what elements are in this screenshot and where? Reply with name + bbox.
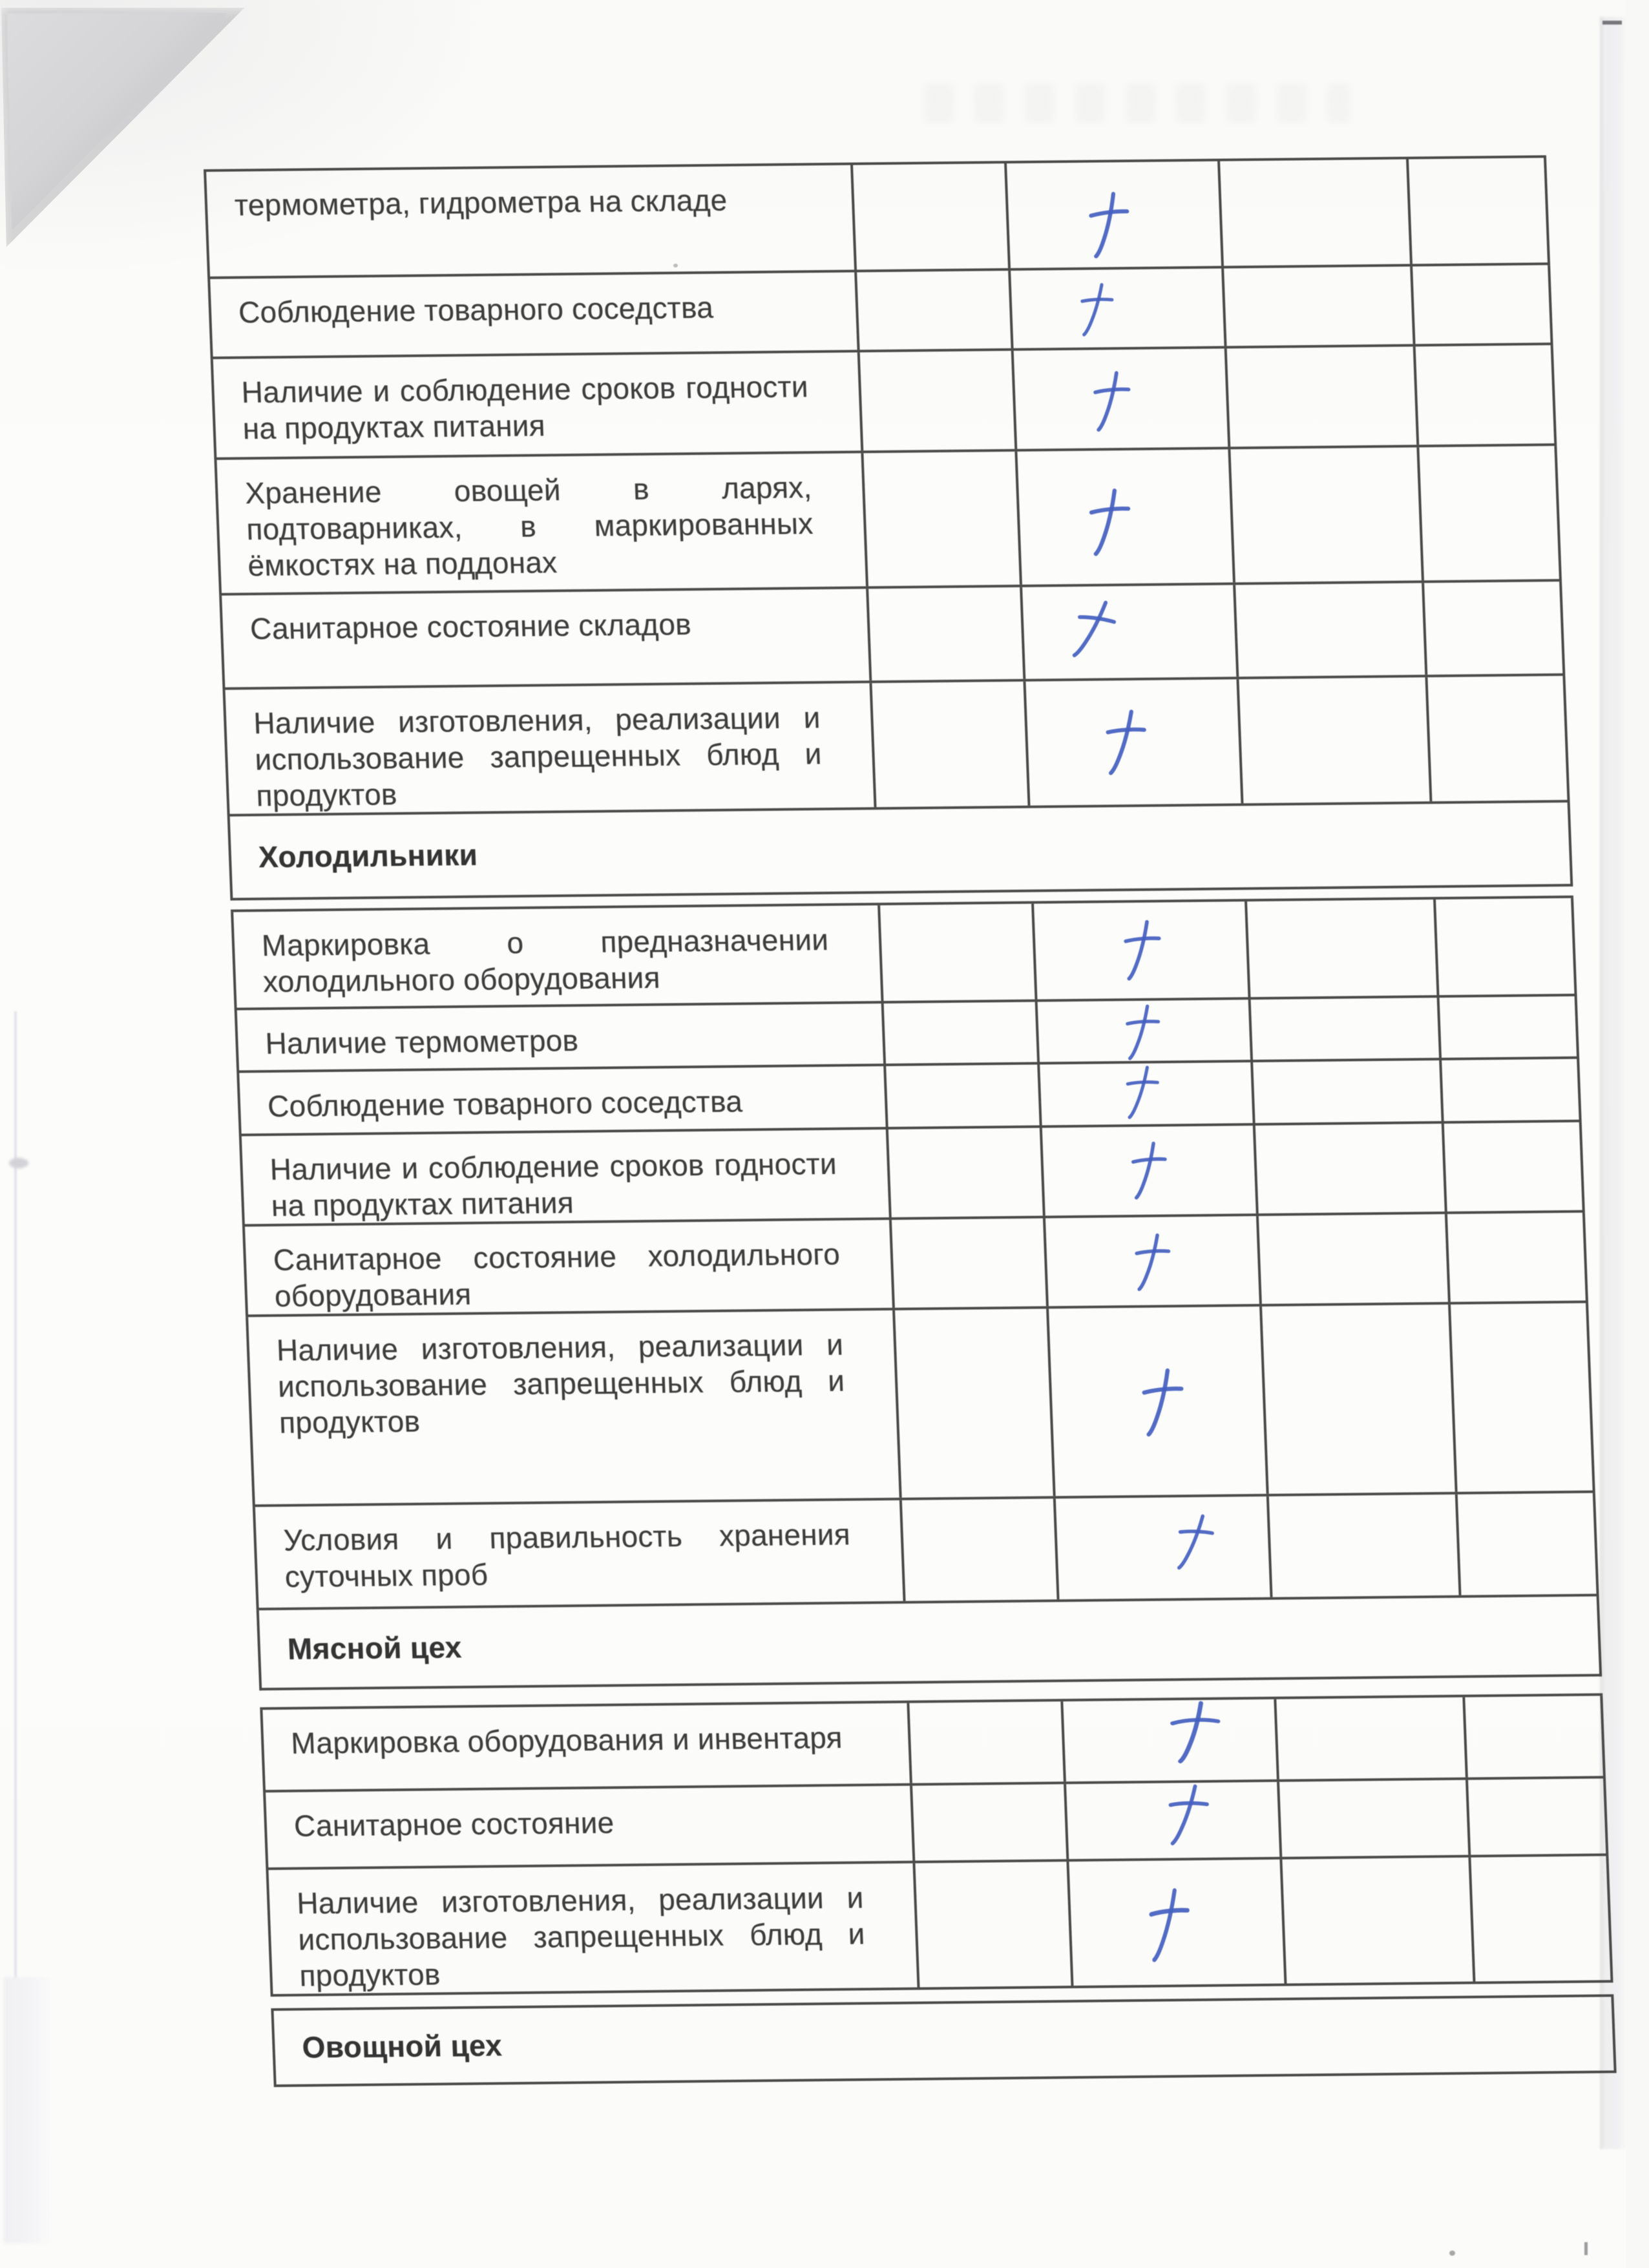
handwritten-plus-icon: [1062, 591, 1125, 669]
empty-cell: [892, 1308, 1053, 1497]
checkmark-cell: [1043, 1216, 1259, 1306]
handwritten-plus-icon: [1165, 1696, 1224, 1769]
handwritten-plus-icon: [1097, 704, 1152, 780]
checkmark-cell: [1064, 1782, 1279, 1859]
empty-cell: [1416, 446, 1557, 580]
empty-cell: [1465, 1778, 1603, 1854]
handwritten-plus-icon: [1127, 1229, 1175, 1296]
table-row: [231, 898, 1577, 1011]
handwritten-plus-icon: [1140, 1884, 1195, 1967]
table-row: [211, 345, 1557, 460]
checkmark-cell: [1053, 1496, 1270, 1599]
empty-cell: [861, 452, 1020, 586]
table-row: [223, 676, 1570, 817]
handwritten-plus-icon: [1082, 188, 1133, 262]
empty-cell: [910, 1784, 1066, 1860]
table-section-refrigerators: [231, 896, 1599, 1610]
row-label: Наличие изготовления, реализации и использование запрещенных блюд и продуктов: [253, 700, 823, 813]
checkmark-cell: [1014, 449, 1233, 584]
empty-cell: [877, 904, 1035, 1001]
checkmark-cell: [1035, 1000, 1250, 1062]
empty-cell: [1236, 677, 1429, 803]
checkmark-cell: [1008, 269, 1224, 348]
bottom-left-shadow-strip-artifact: [4, 1977, 52, 2243]
empty-cell: [1439, 1059, 1576, 1121]
table-row: [246, 1303, 1595, 1507]
section-header-refrigerators: Холодильники: [227, 803, 1573, 901]
row-label: Санитарное состояние складов: [249, 607, 692, 646]
dust-speck-artifact: [1449, 2251, 1455, 2256]
handwritten-plus-icon: [1073, 278, 1119, 341]
empty-cell: [1259, 1305, 1455, 1494]
empty-cell: [1266, 1495, 1459, 1597]
empty-cell: [1224, 346, 1417, 446]
empty-cell: [1442, 1122, 1580, 1212]
handwritten-plus-icon: [1082, 485, 1135, 561]
empty-cell: [883, 1065, 1039, 1127]
handwritten-plus-icon: [1167, 1507, 1221, 1577]
table-row: [239, 1122, 1585, 1227]
row-label: Наличие и соблюдение сроков годности на продуктах питания: [240, 370, 809, 446]
empty-cell: [1425, 676, 1564, 801]
empty-cell: [1274, 1697, 1465, 1780]
empty-cell: [886, 1128, 1043, 1217]
handwritten-plus-icon: [1119, 1061, 1164, 1124]
table-section-meat-shop: [260, 1693, 1613, 1997]
empty-cell: [1228, 447, 1422, 582]
left-crease-line-artifact: [14, 1011, 17, 2136]
row-label: Маркировка оборудования и инвентаря: [290, 1720, 843, 1760]
empty-cell: [1445, 1213, 1583, 1302]
row-label: Условия и правильность хранения суточных проб: [282, 1517, 851, 1593]
empty-cell: [1277, 1780, 1468, 1857]
empty-cell: [850, 163, 1008, 269]
empty-cell: [1245, 899, 1436, 997]
empty-cell: [1406, 158, 1545, 264]
empty-cell: [1448, 1303, 1590, 1492]
table-row: [242, 1213, 1588, 1318]
bleed-through-smudge-artifact: [924, 84, 1350, 123]
empty-cell: [1422, 582, 1560, 675]
empty-cell: [1413, 345, 1552, 445]
empty-cell: [866, 587, 1023, 680]
empty-cell: [1250, 1060, 1441, 1123]
empty-cell: [1468, 1856, 1608, 1981]
row-label: Наличие и соблюдение сроков годности на продуктах питания: [269, 1146, 837, 1223]
table-row: [204, 158, 1550, 279]
checkmark-cell: [1046, 1307, 1266, 1496]
empty-cell: [1253, 1124, 1445, 1213]
checkmark-cell: [1011, 348, 1228, 448]
row-label: Соблюдение товарного соседства: [238, 290, 714, 330]
handwritten-plus-icon: [1117, 916, 1166, 985]
row-label: Санитарное состояние: [293, 1805, 615, 1843]
empty-cell: [1256, 1214, 1448, 1304]
checkmark-cell: [1060, 1699, 1277, 1781]
empty-cell: [1437, 996, 1574, 1058]
row-label: Наличие изготовления, реализации и использование запрещенных блюд и продуктов: [276, 1327, 845, 1440]
row-label: Наличие изготовления, реализации и использование запрещенных блюд и продуктов: [296, 1880, 866, 1993]
checkmark-cell: [1020, 585, 1236, 678]
handwritten-plus-icon: [1119, 1000, 1165, 1065]
checkmark-cell: [1066, 1860, 1284, 1986]
handwritten-plus-icon: [1086, 367, 1135, 436]
checkmark-cell: [1040, 1126, 1256, 1215]
inspection-checklist-table: [204, 155, 1617, 2087]
row-label: Соблюдение товарного соседства: [267, 1084, 743, 1124]
empty-cell: [1410, 265, 1548, 344]
handwritten-plus-icon: [1159, 1778, 1214, 1852]
empty-cell: [857, 351, 1015, 450]
empty-cell: [1462, 1696, 1601, 1778]
empty-cell: [899, 1498, 1057, 1601]
checkmark-cell: [1037, 1062, 1252, 1125]
empty-cell: [869, 682, 1027, 807]
empty-cell: [1233, 583, 1425, 677]
table-row: [219, 582, 1565, 690]
row-label: Хранение овощей в ларях, подтоварниках, в маркированных ёмкостях на поддонах: [244, 470, 814, 583]
checkmark-cell: [1023, 679, 1241, 805]
row-label: Наличие термометров: [264, 1024, 580, 1061]
empty-cell: [1248, 998, 1439, 1060]
empty-cell: [912, 1862, 1071, 1987]
row-label: Маркировка о предназначении холодильного оборудования: [261, 922, 829, 999]
empty-cell: [907, 1701, 1064, 1783]
dust-speck-artifact: [1584, 2242, 1588, 2255]
table-row: [207, 265, 1553, 359]
table-row: [266, 1856, 1613, 1997]
empty-cell: [1433, 898, 1571, 995]
table-row: [253, 1493, 1599, 1611]
checkmark-cell: [1031, 901, 1248, 999]
handwritten-plus-icon: [1135, 1364, 1188, 1441]
section-header-meat-shop: Мясной цех: [257, 1597, 1602, 1691]
table-row: [263, 1778, 1608, 1870]
row-label: Санитарное состояние холодильного оборудования: [272, 1237, 841, 1313]
row-label: термометра, гидрометра на складе: [234, 183, 728, 222]
left-crease-notch-artifact: [9, 1158, 28, 1168]
right-page-edge-artifact: [1626, 0, 1649, 2268]
empty-cell: [854, 271, 1011, 350]
empty-cell: [1221, 266, 1413, 346]
table-row: [214, 446, 1562, 596]
table-section-storage: [204, 155, 1570, 816]
empty-cell: [1217, 160, 1410, 266]
empty-cell: [881, 1002, 1037, 1064]
empty-cell: [1279, 1858, 1473, 1984]
empty-cell: [889, 1218, 1046, 1307]
top-right-dash-artifact: [1602, 21, 1622, 25]
section-header-vegetable-shop: Овощной цех: [271, 1994, 1616, 2087]
empty-cell: [1455, 1493, 1594, 1595]
table-row: [260, 1696, 1606, 1792]
checkmark-cell: [1004, 162, 1221, 268]
handwritten-plus-icon: [1124, 1138, 1171, 1204]
